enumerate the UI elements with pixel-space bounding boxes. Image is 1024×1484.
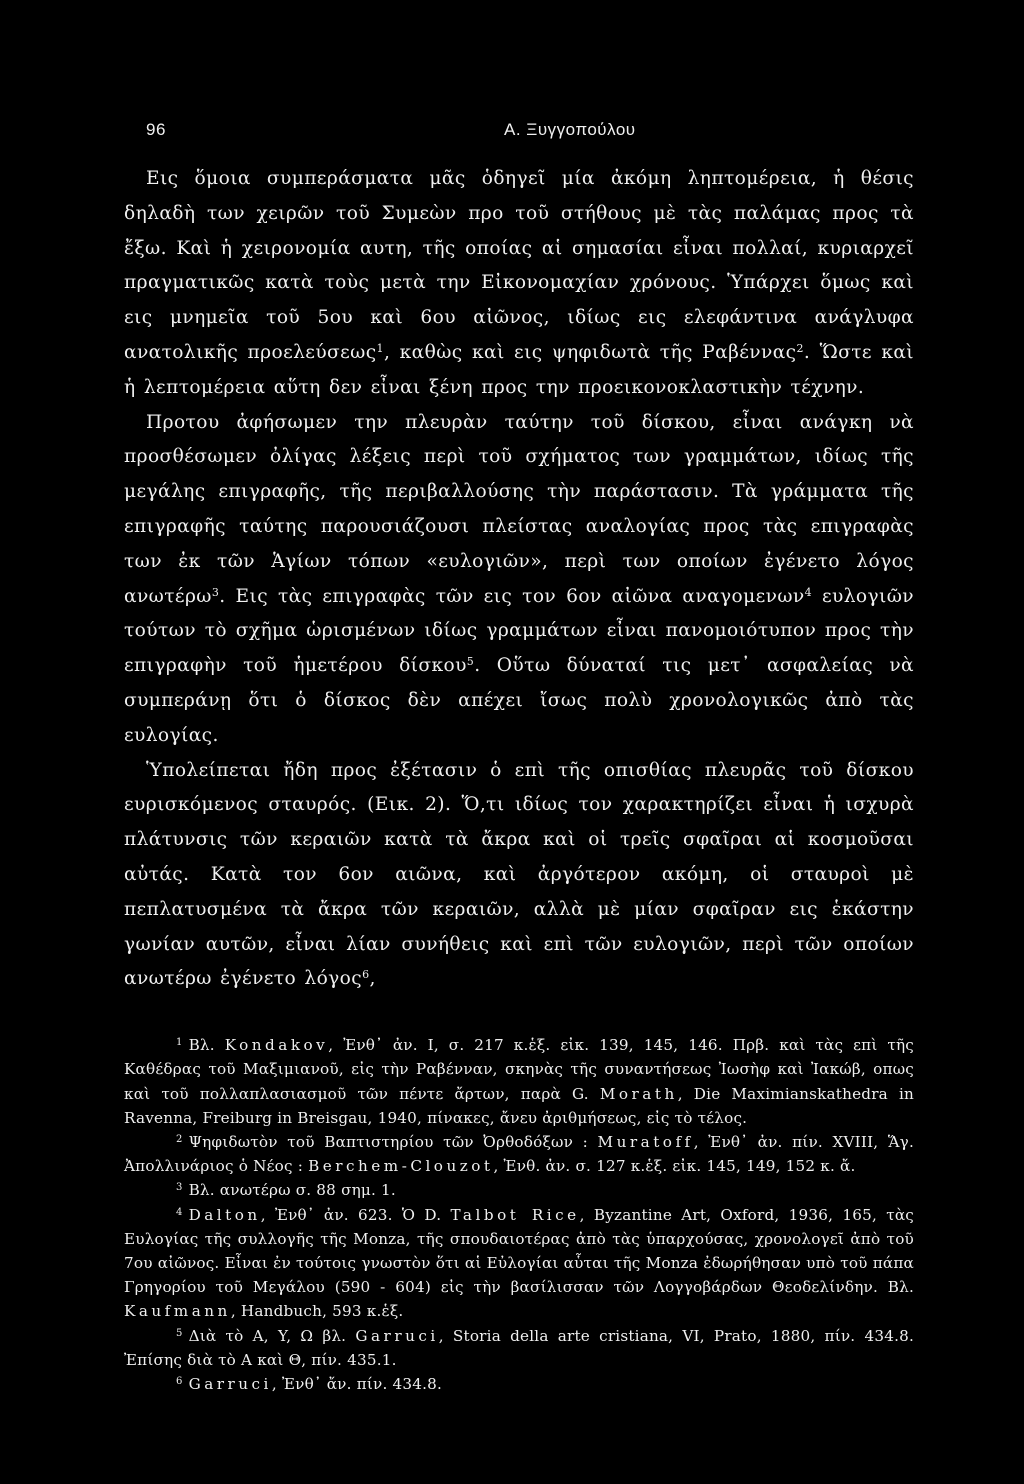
book-page: [124, 102, 914, 1396]
main-text: [124, 162, 914, 997]
footnote-3: $^3$ Βλ. ανωτέρω σ. 88 σημ. 1.: [176, 1181, 396, 1200]
paragraph-1: Εις ὅμοια συμπεράσματα μᾶς ὁδηγεῖ μία ἀκόμη ληπτομέρεια, ἡ θέσις δηλαδὴ των χειρῶν τοῦ Συμεὼν προ τοῦ στήθους μὲ τὰς παλάμας προς τὰ ἔξω. Καὶ ἡ χειρονομία αυτη, τῆς οποίας αἱ σημασίαι εἶναι πολλαί, κυριαρχεῖ πραγματικῶς κατὰ τοὺς μετὰ την Εἰκονομαχίαν χρόνους. Ὑπάρχει ὅμως καὶ εις μνημεῖα τοῦ 5ου καὶ 6ου αἰῶνος, ιδίως εις ελεφάντινα ανάγλυφα ανατολικῆς προελεύσεως$^1$, καθὼς καὶ εις ψηφιδωτὰ τῆς Ραβέννας$^2$. Ὥστε καὶ ἡ λεπτομέρεια αὕτη δεν εἶναι ξένη προς την προεικονοκλαστικὴν τέχνην.: [124, 168, 914, 398]
running-head: Α. Ξυγγοπούλου: [504, 120, 636, 139]
footnote-ref: 5: [466, 655, 475, 669]
footnote-5: $^5$ Διὰ τὸ A, Y, Ω βλ. Garruci, Storia della arte cristiana, VI, Prato, 1880, πίν. 434.8. Ἐπίσης διὰ τὸ A καὶ Θ, πίν. 435.1.: [124, 1326, 914, 1369]
footnotes: [124, 1033, 914, 1396]
page-header: [124, 102, 914, 152]
footnote-ref: 3: [211, 585, 220, 599]
footnote-6: $^6$ Garruci, Ἐνθ᾽ ἄν. πίν. 434.8.: [176, 1374, 443, 1393]
footnote-ref: 6: [362, 968, 370, 982]
paragraph-3: Ὑπολείπεται ἤδη προς ἐξέτασιν ὁ επὶ τῆς οπισθίας πλευρᾶς τοῦ δίσκου ευρισκόμενος σταυρός. (Εικ. 2). Ὅ,τι ιδίως τον χαρακτηρίζει εἶναι ἡ ισχυρὰ πλάτυνσις τῶν κεραιῶν κατὰ τὰ ἄκρα καὶ οἱ τρεῖς σφαῖραι αἱ κοσμοῦσαι αὐτάς. Κατὰ τον 6ον αιῶνα, καὶ ἀργότερον ακόμη, οἱ σταυροὶ μὲ πεπλατυσμένα τὰ ἄκρα τῶν κεραιῶν, αλλὰ μὲ μίαν σφαῖραν εις ἑκάστην γωνίαν αυτῶν, εἶναι λίαν συνήθεις καὶ επὶ τῶν ευλογιῶν, περὶ τῶν οποίων ανωτέρω ἐγένετο λόγος$^6$,: [124, 759, 914, 990]
footnote-ref: 4: [804, 585, 813, 599]
footnote-4: $^4$ Dalton, Ἐνθ᾽ ἀν. 623. Ὁ D. Talbot Rice, Byzantine Art, Oxford, 1936, 165, τὰς Ευλογίας τῆς συλλογῆς τῆς Monza, τῆς σπουδαιοτέρας ἀπὸ τὰς ὑπαρχούσας, χρονολογεῖ ἀπὸ τοῦ 7ου αἰῶνος. Εἶναι ἐν τούτοις γνωστὸν ὅτι αἱ Εὐλογίαι αὗται τῆς Monza ἐδωρήθησαν υπὸ τοῦ πάπα Γρηγορίου τοῦ Μεγάλου (590 - 604) εἰς τὴν βασίλισσαν τῶν Λογγοβάρδων Θεοδελίνδην. Βλ. Kaufmann, Handbuch, 593 κ.ἑξ.: [124, 1205, 914, 1321]
footnote-ref: 2: [796, 341, 804, 355]
footnote-2: $^2$ Ψηφιδωτὸν τοῦ Βαπτιστηρίου τῶν Ὀρθοδόξων : Muratoff, Ἐνθ᾽ ἀν. πίν. XVIII, Ἅγ. Ἀπολλινάριος ὁ Νέος : Berchem-Clouzot, Ἐνθ. ἀν. σ. 127 κ.ἑξ. εἰκ. 145, 149, 152 κ. ἄ.: [124, 1132, 914, 1176]
footnote-1: $^1$ Βλ. Kondakov, Ἐνθ᾽ ἀν. I, σ. 217 κ.ἑξ. εἰκ. 139, 145, 146. Πρβ. καὶ τὰς επὶ τῆς Καθέδρας τοῦ Μαξιμιανοῦ, εἰς τὴν Ραβένναν, σκηνὰς τῆς συναντήσεως Ἰωσὴφ καὶ Ἰακώβ, οπως καὶ τοῦ πολλαπλασιασμοῦ τῶν πέντε ἄρτων, παρὰ G. Morath, Die Maximianskathedra in Ravenna, Freiburg in Breisgau, 1940, πίνακες, ἄνευ ἀριθμήσεως, εἰς τὸ τέλος.: [124, 1036, 914, 1127]
footnote-ref: 1: [376, 341, 384, 355]
paragraph-2: Προτου ἀφήσωμεν την πλευρὰν ταύτην τοῦ δίσκου, εἶναι ανάγκη νὰ προσθέσωμεν ὀλίγας λέξεις περὶ τοῦ σχήματος των γραμμάτων, ιδίως τῆς μεγάλης επιγραφῆς, τῆς περιβαλλούσης τὴν παράστασιν. Τὰ γράμματα τῆς επιγραφῆς ταύτης παρουσιάζουσι πλείστας αναλογίας προς τὰς επιγραφὰς των ἐκ τῶν Ἁγίων τόπων «ευλογιῶν», περὶ των οποίων ἐγένετο λόγος ανωτέρω$^3$. Εις τὰς επιγραφὰς τῶν εις τον 6ον αἰῶνα αναγομενων$^4$ ευλογιῶν τούτων τὸ σχῆμα ὡρισμένων ιδίως γραμμάτων εἶναι πανομοιότυπον προς τὴν επιγραφὴν τοῦ ἡμετέρου δίσκου$^5$. Οὕτω δύναταί τις μετ᾽ ασφαλείας νὰ συμπεράνῃ ὅτι ὁ δίσκος δὲν απέχει ἴσως πολὺ χρονολογικῶς ἀπὸ τὰς ευλογίας.: [124, 411, 915, 746]
page-number: 96: [146, 120, 166, 139]
